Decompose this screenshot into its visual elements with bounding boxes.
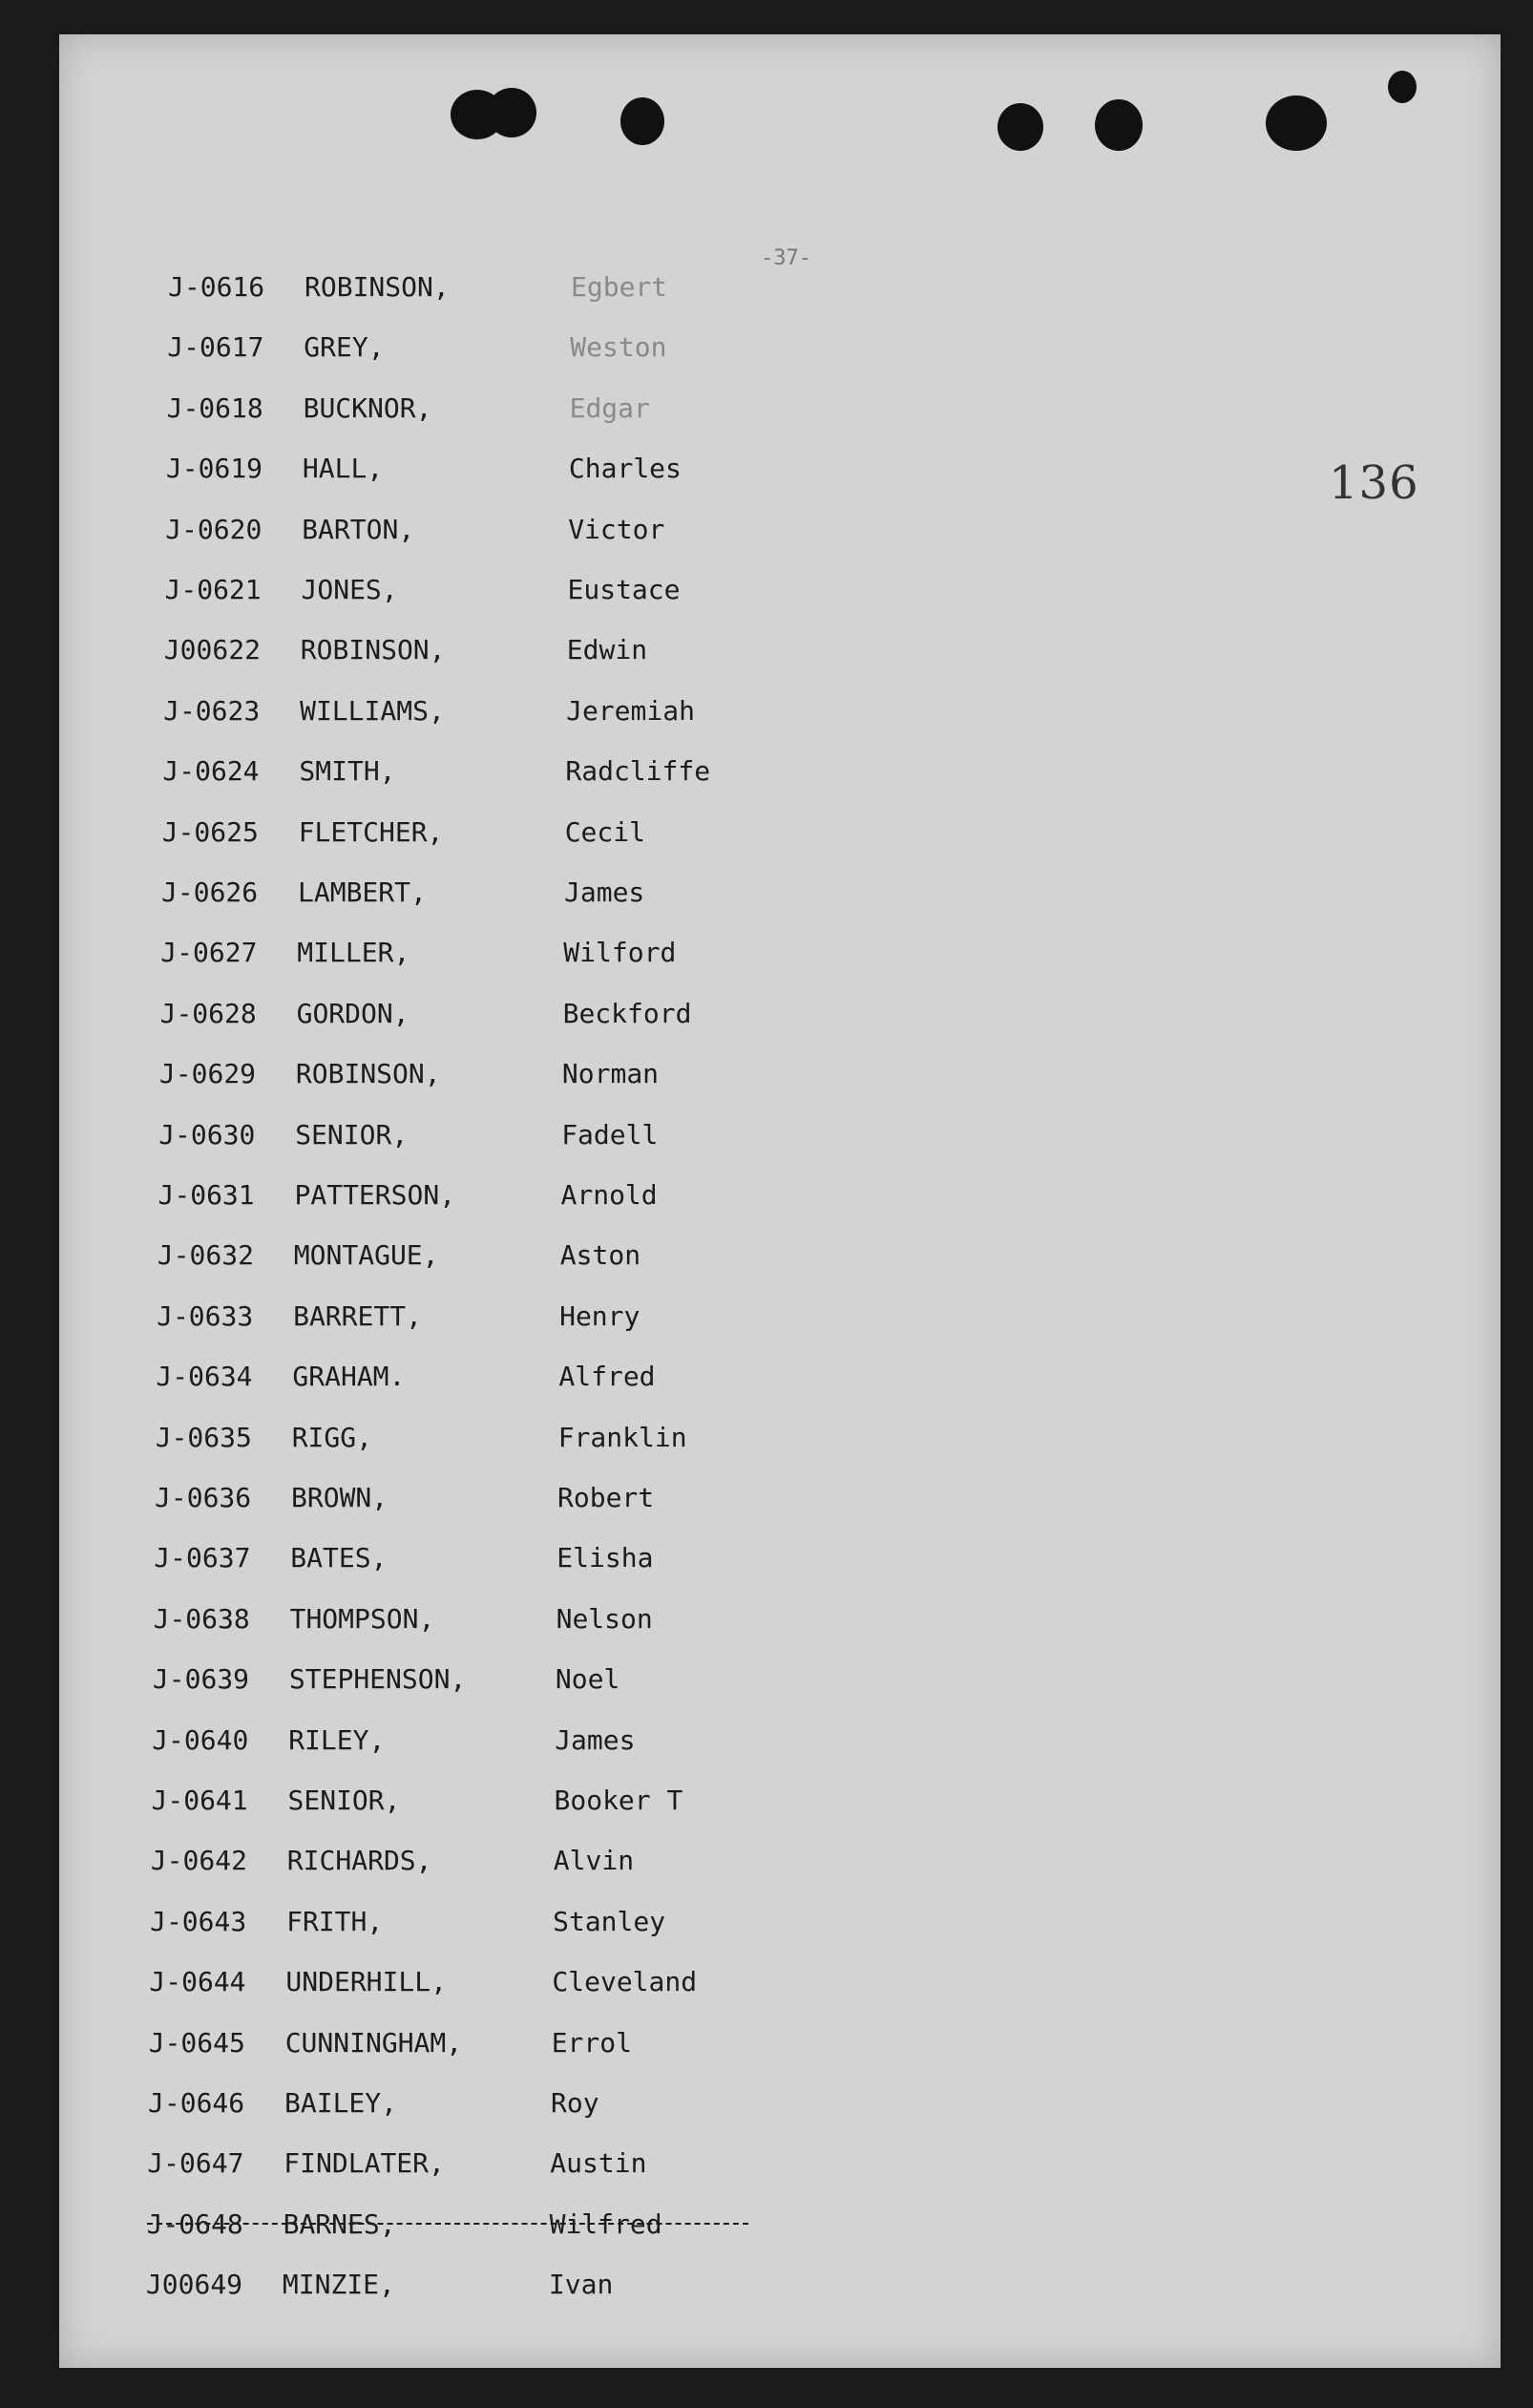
list-item — [152, 1724, 820, 1763]
given-name: Elisha — [556, 1542, 654, 1574]
given-name: Jeremiah — [566, 694, 695, 727]
punch-hole-7 — [1388, 71, 1417, 103]
given-name: Errol — [551, 2026, 632, 2059]
record-id: J-0620 — [165, 513, 262, 545]
surname: ROBINSON, — [300, 634, 446, 666]
record-id: J-0638 — [153, 1602, 250, 1635]
surname: LAMBERT, — [298, 877, 427, 908]
record-id: J-0640 — [152, 1723, 249, 1756]
surname: UNDERHILL, — [285, 1966, 447, 1998]
given-name: Wilford — [563, 937, 677, 969]
list-item — [167, 331, 835, 370]
list-item — [163, 695, 831, 733]
given-name: Eustace — [567, 574, 681, 605]
surname: CUNNINGHAM, — [284, 2026, 463, 2059]
record-id: J-0628 — [159, 997, 257, 1029]
given-name: Ivan — [548, 2269, 614, 2301]
record-id: J-0630 — [158, 1118, 256, 1151]
record-id: J-0621 — [164, 574, 262, 605]
given-name: Charles — [568, 453, 682, 485]
list-item — [160, 937, 829, 975]
surname: FRITH, — [286, 1905, 384, 1937]
list-item — [152, 1785, 820, 1823]
given-name: Edwin — [566, 634, 648, 666]
record-id: J-0645 — [148, 2026, 245, 2059]
surname: SENIOR, — [295, 1118, 409, 1151]
list-item — [151, 1845, 819, 1883]
surname: RICHARDS, — [286, 1845, 432, 1877]
given-name: Beckford — [562, 997, 692, 1029]
record-id: J-0618 — [166, 391, 263, 424]
record-id: J-0639 — [152, 1663, 250, 1696]
record-id: J-0648 — [146, 2207, 243, 2240]
surname: BROWN, — [291, 1482, 388, 1513]
given-name: Henry — [559, 1299, 640, 1332]
surname: SENIOR, — [287, 1785, 401, 1816]
given-name: Norman — [561, 1058, 660, 1090]
record-id: J-0635 — [155, 1421, 252, 1453]
given-name: Egbert — [571, 271, 668, 303]
list-item — [158, 1119, 827, 1157]
record-id: J-0637 — [154, 1542, 251, 1574]
list-item — [146, 2269, 814, 2307]
given-name: Cleveland — [552, 1966, 698, 1998]
given-name: Franklin — [557, 1421, 687, 1453]
surname: BATES, — [290, 1542, 388, 1574]
given-name: Victor — [568, 513, 665, 545]
given-name: Robert — [557, 1482, 655, 1513]
list-item — [149, 2027, 817, 2065]
list-item — [164, 634, 832, 672]
given-name: Arnold — [560, 1179, 658, 1211]
record-id: J-0631 — [158, 1179, 255, 1211]
record-id: J-0616 — [168, 271, 265, 303]
record-id: J-0625 — [161, 815, 259, 848]
surname: STEPHENSON, — [288, 1663, 467, 1696]
punch-hole-3 — [620, 97, 664, 145]
given-name: Fadell — [561, 1118, 659, 1151]
list-item — [168, 271, 836, 309]
page-number: 136 — [1329, 456, 1419, 510]
record-id: J-0633 — [157, 1299, 254, 1332]
surname: BUCKNOR, — [303, 391, 432, 424]
given-name: Weston — [570, 331, 667, 364]
list-item — [154, 1542, 822, 1580]
list-item — [156, 1422, 824, 1460]
surname: MILLER, — [297, 937, 410, 969]
list-item — [159, 1058, 828, 1096]
surname: THOMPSON, — [289, 1602, 435, 1635]
record-id: J-0636 — [155, 1482, 252, 1513]
page-mark: -37- — [761, 246, 811, 270]
list-item — [150, 1906, 818, 1944]
surname: PATTERSON, — [294, 1179, 456, 1211]
surname: JONES, — [301, 574, 398, 605]
list-item — [147, 2208, 815, 2247]
document-page — [59, 34, 1501, 2368]
record-id: J-0627 — [160, 937, 258, 969]
record-id: J-0646 — [148, 2087, 245, 2119]
surname: BAILEY, — [284, 2087, 398, 2119]
surname: ROBINSON, — [304, 271, 450, 303]
record-id: J-0632 — [157, 1239, 254, 1272]
record-id: J-0642 — [150, 1845, 247, 1877]
list-item — [165, 574, 833, 612]
list-item — [157, 1300, 825, 1339]
record-id: J-0617 — [167, 331, 264, 364]
record-id: J00622 — [163, 634, 261, 666]
surname: RILEY, — [288, 1723, 386, 1756]
list-item — [161, 877, 830, 915]
list-item — [147, 2147, 815, 2186]
record-id: J-0629 — [158, 1058, 257, 1090]
surname: SMITH, — [299, 755, 396, 788]
list-item — [153, 1663, 821, 1701]
record-id: J-0634 — [156, 1361, 253, 1393]
surname: FINDLATER, — [284, 2147, 445, 2180]
record-id: J-0623 — [163, 694, 261, 727]
given-name: Alvin — [553, 1845, 635, 1877]
record-id: J-0643 — [150, 1905, 247, 1937]
list-item — [166, 453, 834, 491]
list-item — [158, 1179, 827, 1217]
surname: BARRETT, — [293, 1299, 422, 1332]
surname: FLETCHER, — [298, 815, 444, 848]
list-item — [162, 755, 830, 793]
surname: HALL, — [302, 453, 384, 485]
surname: MONTAGUE, — [293, 1239, 439, 1272]
list-item — [155, 1482, 823, 1520]
given-name: James — [555, 1723, 636, 1756]
record-id: J-0619 — [165, 453, 263, 485]
given-name: Aston — [559, 1239, 641, 1272]
list-item — [162, 816, 830, 855]
surname: WILLIAMS, — [300, 694, 445, 727]
list-item — [149, 1966, 817, 2004]
record-id: J-0624 — [162, 755, 260, 788]
surname: RIGG, — [291, 1421, 372, 1453]
given-name: Roy — [551, 2087, 599, 2119]
list-item — [156, 1361, 824, 1399]
punch-hole-4 — [998, 103, 1043, 151]
list-item — [165, 514, 833, 552]
given-name: Stanley — [553, 1905, 666, 1937]
list-item — [154, 1603, 822, 1641]
surname: GREY, — [304, 331, 385, 364]
given-name: Alfred — [558, 1361, 656, 1393]
list-item — [158, 1239, 826, 1278]
record-id: J-0626 — [161, 877, 259, 908]
record-id: J-0641 — [151, 1785, 248, 1816]
given-name: Noel — [555, 1663, 620, 1696]
record-id: J-0647 — [147, 2147, 244, 2180]
given-name: Nelson — [556, 1602, 653, 1635]
punch-hole-2 — [487, 88, 536, 137]
given-name: Cecil — [564, 815, 645, 848]
given-name: James — [564, 877, 645, 908]
given-name: Austin — [550, 2147, 647, 2180]
punch-hole-6 — [1266, 95, 1327, 151]
given-name: Radcliffe — [565, 755, 711, 788]
surname: GORDON, — [296, 997, 410, 1029]
list-item — [160, 998, 829, 1036]
surname: ROBINSON, — [295, 1058, 441, 1090]
surname: GRAHAM. — [292, 1361, 406, 1393]
surname: MINZIE, — [282, 2269, 395, 2301]
given-name: Edgar — [569, 391, 650, 424]
list-item — [167, 392, 835, 431]
record-id: J-0644 — [149, 1966, 246, 1998]
list-item — [148, 2087, 816, 2125]
given-name: Wilfred — [549, 2207, 662, 2240]
punch-hole-5 — [1095, 99, 1143, 151]
surname: BARTON, — [302, 513, 415, 545]
record-id: J00649 — [145, 2269, 243, 2301]
surname: BARNES, — [283, 2207, 396, 2240]
given-name: Booker T — [554, 1785, 683, 1816]
